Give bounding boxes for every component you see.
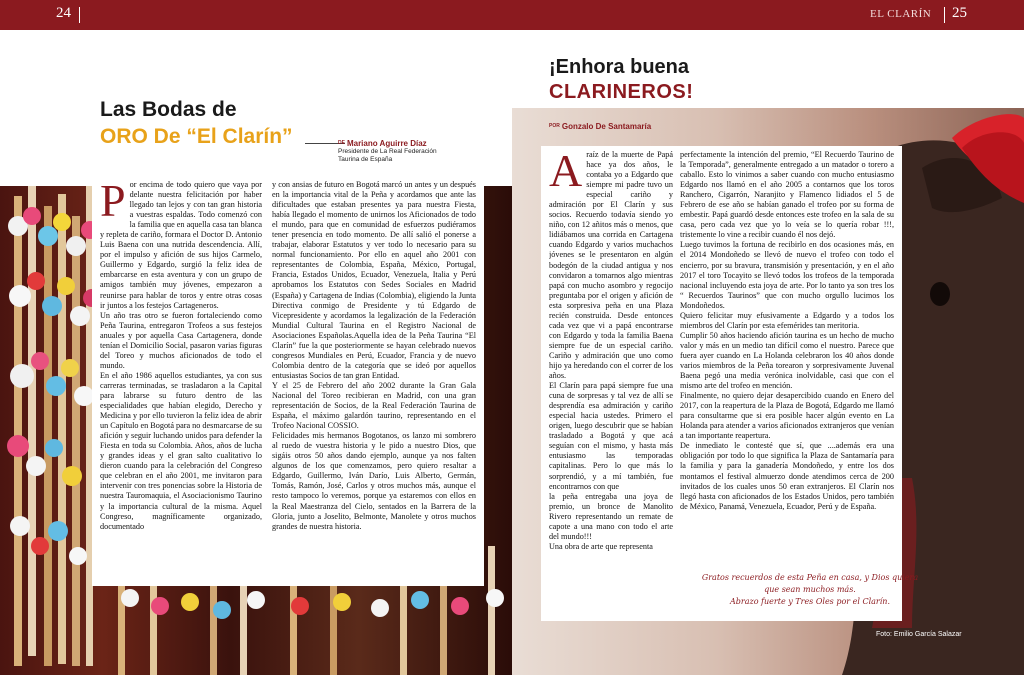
author-role: Presidente de La Real Federación <box>338 148 437 155</box>
paragraph: Luego tuvimos la fortuna de recibirlo en dos ocasiones más, en el 2014 Mondoñedo se llevó de nuevo el trofeo con todo el encierro, por su bravura, transmisión y presentación, y en el año 2017 el toro Tocayito se llevó todos los trofeos de la temporada nacional incluyendo esta joya de arte. Por lo tanto ya son tres los “ Recuerdos Taurinos” que con mucho orgullo lucimos los Mondoñedos. <box>680 240 894 310</box>
right-article-title-line1: ¡Enhora buena <box>549 56 690 78</box>
paragraph: y con ansias de futuro en Bogotá marcó un antes y un después en la importancia vital de la Peña y acordamos que ante las dificultades que estaban presentes ya para nuestra Fiesta, había llegado el momento de unirnos los Aficionados de todo el mundo, para que en comunidad de esfuerzos pudiéramos tener presencia en todo momento. De allí salió el ponerse a trabajar, elaborar Estatutos y ver todo lo necesario para su normal funcionamiento. Por ello en aquel año 2001 con representantes de Colombia, España, México, Portugal, Francia, Estados Unidos, Ecuador, Venezuela, Italia y Perú aprobamos los Estatutos con Sedes Sociales en Madrid (España) y Cartagena de Indias (Colombia), eligiendo la Junta Directiva conmigo de Presidente y tú Edgardo de Vicepresidente y acordamos la legalización de la Federación Mundial Cultural Taurina en el Registro Nacional de Asociaciones Españolas.Aquella idea de la Peña Taurina “El Clarín” fue la que posteriormente se hayan celebrado nuevos congresos Mundiales en Perú, Ecuador, Francia y de nuevo Colombia dentro de la categoría que se ideó por aquellos entusiastas Socios de tan gran Entidad. <box>272 180 476 380</box>
right-article-byline <box>549 122 651 131</box>
divider <box>944 7 945 23</box>
divider <box>79 7 80 23</box>
header-bar <box>0 0 1024 30</box>
author-name: Mariano Aguirre Díaz <box>346 139 427 148</box>
closing-line: Gratos recuerdos de esta Peña en casa, y Dios quiera <box>701 573 919 582</box>
right-article-column-1 <box>549 150 673 612</box>
author-role: Taurina de España <box>338 156 393 163</box>
paragraph: Felicidades mis hermanos Bogotanos, os lanzo mi sombrero al ruedo de vuestra historia y le pido a nuestro Dios, que sigáis otros 50 años dando ejemplo, aunque ya nos falten algunos de los que comenzamos, pero quiero resaltar a Edgardo, Guillermo, Iván Darío, Luis Alberto, Germán, Tomás, Ramón, José, Carlos y otros muchos más, aunque el resto tampoco lo veremos, porque ya estaremos con ellos en la Real Maestranza del Cielo, sentados en la Barrera de la Gloria, junto a Joselito, Belmonte, Manolete y otros muchos grandes de nuestra historia. <box>272 431 476 531</box>
paragraph: Un año tras otro se fueron fortaleciendo como Peña Taurina, entregaron Trofeos a sus festejos anuales y por aquella Casa Cartagenera, donde tenían el Domicilio Social, pasaron varias figuras del Toreo y muchos aficionados de todo el mundo. <box>100 310 262 370</box>
paragraph: En el año 1986 aquellos estudiantes, ya con sus carreras terminadas, se trasladaron a la Capital para labrarse su futuro dentro de las especialidades que habían elegido, Derecho y Medicina y por ello tuvieron la feliz idea de abrir un Capítulo en Bogotá para no desmarcarse de su afición y seguir luchando unidos para defender la Fiesta en toda su Colombia. Años, años de lucha y grandes ideas y el gran salto cualitativo lo dieron cuando para la celebración del Congreso que celebran en el año 2001, me invitaron para intervenir con tres ponencias sobre la Historia de nuestra Tauromaquia, el Asociacionismo Taurino y la importancia cultural de la misma. Aquel Congreso, magníficamente organizado, documentado <box>100 370 262 531</box>
drop-cap: A <box>549 150 583 196</box>
paragraph: Una obra de arte que representa <box>549 541 653 551</box>
right-article-title-line2: CLARINEROS! <box>549 81 694 103</box>
magazine-name: EL CLARÍN <box>870 8 932 20</box>
closing-line: Abrazo fuerte y Tres Oles por el Clarín. <box>729 597 890 606</box>
paragraph <box>549 150 673 381</box>
paragraph: El Clarín para papá siempre fue una cuna de sorpresas y tal vez de allí se desprendía esa admiración y cariño especial hacia ustedes. Primero el origen, luego descubrir que se habían trasladado a Bogotá y que acá seguían con el mismo, y hasta más entusiasmo las temporadas capitalinas. Pero lo que más lo sorprendió, y a mí también, fue encontrarnos con que <box>549 381 673 491</box>
left-article-column-1 <box>100 180 262 580</box>
paragraph: Y el 25 de Febrero del año 2002 durante la Gran Gala Nacional del Toreo recibieran en Madrid, con una gran representación de Socios, de la Real Federación Taurina de España, el máximo galardón taurino, representando en el Trofeo Nacional COSSIO. <box>272 380 476 431</box>
closing-message <box>700 572 920 608</box>
drop-cap: P <box>100 180 126 226</box>
page-number-left: 24 <box>56 5 71 21</box>
paragraph-text: or encima de todo quiero que vaya por delante nuestra felicitación por haber llegado tan lejos y con tan gran historia a vuestras espaldas. Todo comenzó con la familia que en aquella casa tan blanca y repleta de cariño, formara el Doctor D. Antonio Luis Baena con una nutrida descendencia. Allí, por el impulso y afición de sus hijos Carmelo, Guillermo y Edgardo, surgió la feliz idea de embarcarse en esta aventura y con un grupo de amigos también muy jóvenes, empezaron a reunirse para hablar de toros y entre otras cosas ir juntos a los festejos Cartageneros. <box>100 180 262 310</box>
paragraph: Cumplir 50 años haciendo afición taurina es un hecho de mucho valor y más en un medio tan difícil como el nuestro. Parece que fuera ayer cuando en La Holanda celebraron los 40 años donde varios miembros de la Peña torearon y sorpresivamente Juvenal Baena pegó una media verónica inolvidable, casi que con el mismo arte del trofeo en mención. <box>680 330 894 391</box>
left-article-title-line2: ORO De “El Clarín” <box>100 125 293 148</box>
paragraph: perfectamente la intención del premio, “El Recuerdo Taurino de la Temporada”, generalmente entregado a un matador o torero a caballo. Esto lo vinimos a saber cuando con mucho entusiasmo Edgardo nos llamó en el año 2005 a contarnos que los toros Ranchero, Cigarrón, Naranjito y Flamenco lidiados el 5 de Febrero de ese año se habían ganado el trofeo por su forma de embestir. Papá guardó desde entonces este trofeo en la sala de su casa, pero cada vez que yo lo veía se lo quería robar !!!, tristemente lo vine a recibir cuando él nos dejó. <box>680 150 894 240</box>
paragraph <box>100 180 262 311</box>
photo-credit: Foto: Emilio García Salazar <box>876 631 962 638</box>
left-article-title-line1: Las Bodas de <box>100 98 237 121</box>
left-article-byline <box>338 139 437 164</box>
byline-prefix: DE <box>338 140 345 146</box>
byline-prefix: POR <box>549 123 560 129</box>
paragraph: la peña entregaba una joya de premio, un bronce de Manolito Rivero representando un remate de capote a una mano con todo el arte del mundo!!! <box>549 491 673 541</box>
paragraph: Quiero felicitar muy efusivamente a Edgardo y a todos los miembros del Clarín por esta efemérides tan meritoria. <box>680 310 894 330</box>
closing-line: que sean muchos más. <box>764 585 856 594</box>
paragraph: Finalmente, no quiero dejar desapercibido cuando en Enero del 2017, con la reapertura de la Plaza de Bogotá, Edgardo me llamó para consultarme que si era posible hacer algún evento en La Holanda para atender a varios aficionados extranjeros que venían a tan importante reapertura. <box>680 391 894 441</box>
left-article-column-2 <box>272 180 476 580</box>
right-article-column-2 <box>680 150 894 564</box>
paragraph-text: raíz de la muerte de Papá hace ya dos años, le contaba yo a Edgardo que siempre mi padre tuvo un especial cariño y admiración por El Clarín y sus socios. Recuerdo todavía siendo yo niño, con 12 añitos más o menos, que lidiábamos una corrida en Cartagena cuando Edgardo y varios muchachos jóvenes se le presentaron en algún bodegón de la ciudad antigua y nos convidaron a tomarnos algo mientras papá con mucho asombro y regocijo preguntaba por el origen y afición de esta sorpresiva peña en una Plaza recién construida. Desde entonces cada vez que vi a papá encontrarse con Edgardo y toda la familia Baena siempre fue de un especial cariño. Cariño y admiración que uno como hijo ya heredando con el correr de los años. <box>549 150 673 381</box>
paragraph: De inmediato le contesté que sí, que ....además era una obligación por todo lo que significa la Plaza de Santamaría para la familia y para la ganadería Mondoñedo, y entre los dos montamos el festival almuerzo donde atendimos cerca de 200 invitados de los cuales unos 50 eran extranjeros. El Clarín nos llegó hasta con aficionados de los Estados Unidos, pero también de México, Panamá, Venezuela, Ecuador, Perú y de España. <box>680 441 894 511</box>
author-name: Gonzalo De Santamaría <box>561 122 652 131</box>
page-number-right: 25 <box>952 5 967 21</box>
